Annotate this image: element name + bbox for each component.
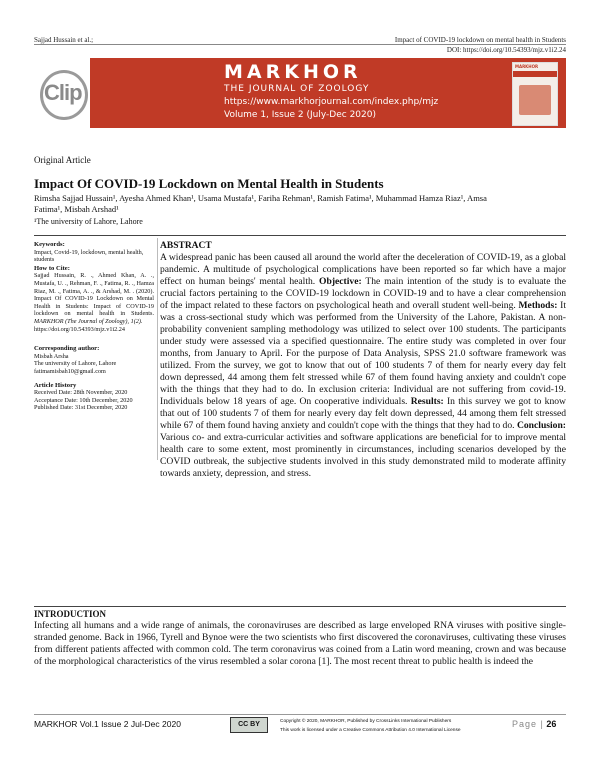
logo-text: Clip — [44, 80, 82, 105]
author-list — [34, 193, 566, 215]
cite-doi[interactable]: https://doi.org/10.54393/mjz.v1i2.24 — [34, 325, 125, 333]
authors-line-2: Fatima¹, Misbah Arshad¹ — [34, 204, 119, 214]
objective-text: The main intention of the study is to evaluate the crucial factors pertaining to the COVID-19 lockdown in COVID-19 and to have a clear comprehension of the impact related to these factors on psychological heath and overall student well-being. — [160, 276, 566, 311]
cover-accent-bar — [513, 71, 557, 77]
corresponding-author-label: Corresponding author: — [34, 345, 100, 353]
article-title: Impact Of COVID-19 Lockdown on Mental Health in Students — [34, 176, 384, 191]
footer-copyright — [280, 717, 490, 735]
results-label: Results: — [410, 396, 444, 407]
doi-link[interactable]: DOI: https://doi.org/10.54393/mjz.v1i2.24 — [446, 46, 566, 54]
sidebar-divider — [157, 238, 158, 460]
journal-url[interactable]: https://www.markhorjournal.com/index.php/mjz — [224, 97, 439, 107]
journal-volume: Volume 1, Issue 2 (July-Dec 2020) — [224, 110, 376, 120]
footer-rule — [34, 714, 566, 715]
abstract — [160, 241, 566, 480]
cite-text: Sajjad Hussain, R. ., Ahmed Khan, A. ., Mustafa, U. ., Rehman, F. ., Fatima, R. ., Hamza Riaz, M. ., Fatima, A. ., & Arshad, M. . (2020). Impact Of COVID-19 Lockdown on Mental Health in Students: Impact of COVID-19 lockdown on mental health in Students. — [34, 272, 154, 318]
methods-label: Methods: — [518, 300, 558, 311]
cover-title: MARKHOR — [515, 64, 539, 69]
page-label: Page | — [512, 719, 544, 729]
abstract-heading: ABSTRACT — [160, 241, 212, 251]
copyright-text: Copyright © 2020, MARKHOR, Published by CrossLinks International Publishers — [280, 719, 452, 724]
conclusion-text: Various co- and extra-curricular activities and software applications are beneficial for to improve mental health care to some extent, most prominently in circumstances, including scenarios developed by the COVID outbreak, the subjective students involved in this study demonstrated mild to moderate affinity towards anxiety, depression, and stress. — [160, 432, 566, 479]
running-header-right: Impact of COVID-19 lockdown on mental health in Students — [394, 36, 566, 44]
corresponding-author-email[interactable]: fatimamisbah10@gmail.com — [34, 367, 106, 375]
cite-issue: 1(2). — [130, 317, 143, 325]
intro-rule — [34, 606, 566, 607]
page-number — [512, 719, 556, 729]
journal-cover-thumbnail — [512, 62, 558, 126]
article-history-label: Article History — [34, 381, 77, 389]
cite-label: How to Cite: — [34, 264, 70, 272]
cc-license-icon[interactable]: CC BY — [230, 717, 268, 733]
received-date: Received Date: 28th November, 2020 — [34, 389, 128, 397]
cover-image — [519, 85, 551, 115]
journal-title: MARKHOR — [224, 61, 362, 83]
meta-rule — [34, 235, 566, 236]
cite-journal: MARKHOR (The Journal of Zoology), — [34, 317, 130, 325]
objective-label: Objective: — [319, 276, 362, 287]
corresponding-author-institution: The university of Lahore, Lahore — [34, 360, 117, 368]
methods-text: It was a cross-sectional study which was performed from the University of the Lahore, Pakistan. A non-probability convenient sampling methodology was utilized to select over 100 students. The participants under study were assessed via a specified questionnaire. The entire study was completed in over four months, from January to April. For the purpose of Data Analysis, SPSS 21.0 software framework was utilized. From the survey, we got to know that out of 100 students 7 of them for nearly every day felt down depressed, 44 among them felt stressed while 67 of them found having anxiety and couldn't cope with the things that they had to do. In exclusion criteria: Individual are not suffering from covid-19. Individuals below 18 years of age. On cooperative individuals. — [160, 300, 566, 407]
header-rule — [34, 44, 566, 45]
introduction-text: Infecting all humans and a wide range of animals, the coronaviruses are described as large enveloped RNA viruses with positive single-stranded genome. Back in 1966, Tyrell and Bynoe were the two scientists who first discovered the coronaviruses, cultivating these viruses from different patients affected with common cold. The term coronavirus was coined from a Latin word meaning, crown and was because of the morphological characteristics of the virus resembled a solar corona [1]. The most recent threat to public health is indeed the — [34, 620, 566, 667]
authors-line-1: Rimsha Sajjad Hussain¹, Ayesha Ahmed Khan¹, Usama Mustafa¹, Fariha Rehman¹, Ramish Fatima¹, Muhammad Hamza Riaz¹, Amsa — [34, 193, 487, 203]
page-number-value: 26 — [546, 719, 557, 729]
corresponding-author-name: Misbah Arsha — [34, 352, 69, 360]
article-type: Original Article — [34, 155, 91, 165]
abstract-intro: A widespread panic has been caused all around the world after the deceleration of COVID-19, as a global pandemic. A multitude of psychological complications have been reported so far which have a major effect on human beings' mental health. — [160, 252, 566, 287]
introduction-heading: INTRODUCTION — [34, 609, 107, 619]
article-sidebar — [34, 241, 154, 412]
running-header-left: Sajjad Hussain et al.; — [34, 36, 94, 44]
license-text[interactable]: This work is licensed under a Creative Commons Attribution 4.0 International License — [280, 728, 461, 733]
published-date: Published Date: 31st December, 2020 — [34, 404, 128, 412]
keywords-label: Keywords: — [34, 241, 65, 248]
footer-journal: MARKHOR Vol.1 Issue 2 Jul-Dec 2020 — [34, 719, 181, 729]
journal-subtitle: THE JOURNAL OF ZOOLOGY — [224, 84, 370, 94]
keywords: Impact, Covid-19, lockdown, mental health, students — [34, 248, 144, 264]
results-text: In this survey we got to know that out of 100 students 7 of them for nearly every day felt down depressed, 44 among them felt stressed while 67 of them found having anxiety and couldn't cope with the things that they had to do. — [160, 396, 566, 431]
affiliation: ¹The university of Lahore, Lahore — [34, 217, 143, 226]
journal-banner — [34, 58, 566, 128]
journal-logo — [34, 58, 90, 128]
acceptance-date: Acceptance Date: 10th December, 2020 — [34, 396, 133, 404]
conclusion-label: Conclusion: — [516, 420, 566, 431]
